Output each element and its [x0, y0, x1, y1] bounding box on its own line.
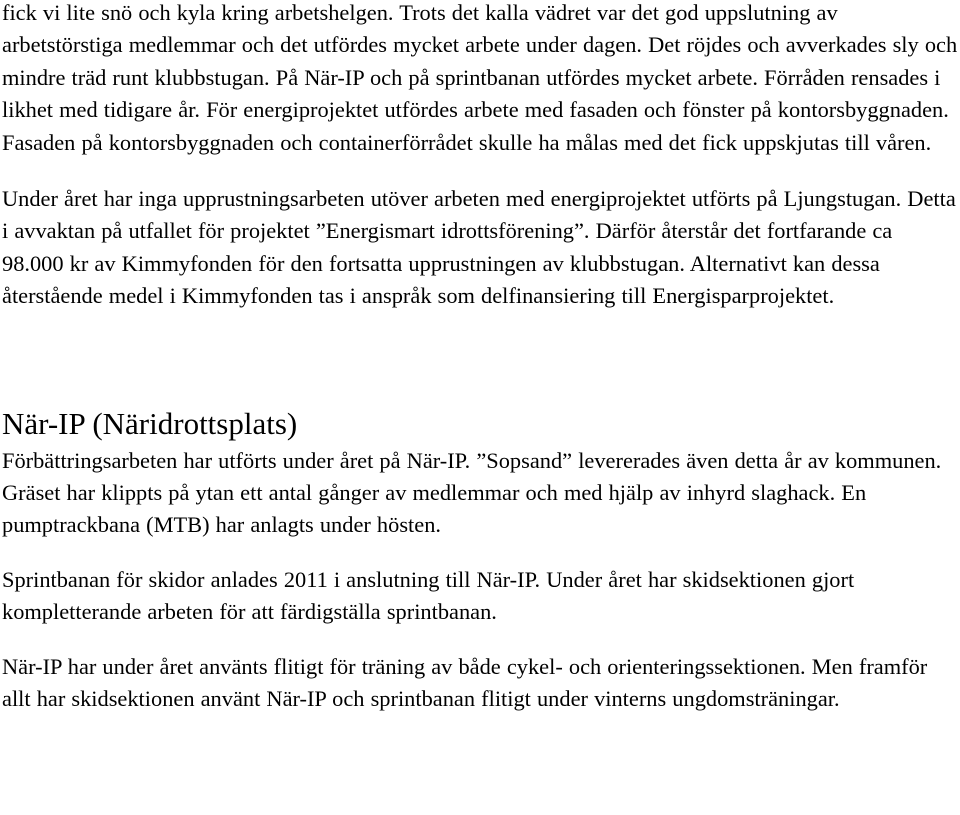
- document-page: [2, 0, 958, 716]
- paragraph-work-weekend: fick vi lite snö och kyla kring arbetshelgen. Trots det kalla vädret var det god uppslutning av arbetstörstiga medlemmar och det utfördes mycket arbete under dagen. Det röjdes och avverkades sly och mindre träd runt klubbstugan. På När-IP och på sprintbanan utfördes mycket arbete. Förråden rensades i likhet med tidigare år. För energiprojektet utfördes arbete med fasaden och fönster på kontorsbyggnaden. Fasaden på kontorsbyggnaden och containerförrådet skulle ha målas med det fick uppskjutas till våren.: [2, 0, 958, 155]
- paragraph-sprint-track: Sprintbanan för skidor anlades 2011 i anslutning till När-IP. Under året har skidsektionen gjort kompletterande arbeten för att färdigställa sprintbanan.: [2, 566, 855, 625]
- section-heading-nar-ip: När-IP (Näridrottsplats): [2, 405, 298, 441]
- paragraph-ljungstugan: Under året har inga upprustningsarbeten utöver arbeten med energiprojektet utförts på Ljungstugan. Detta i avvaktan på utfallet för projektet ”Energismart idrottsförening”. Därför återstår det fortfarande ca 98.000 kr av Kimmyfonden för den fortsatta upprustningen av klubbstugan. Alternativt kan dessa återstående medel i Kimmyfonden tas i anspråk som delfinansiering till Energisparprojektet.: [2, 186, 956, 309]
- paragraph-usage: När-IP har under året använts flitigt för träning av både cykel- och orienteringssektionen. Men framför allt har skidsektionen använt När-IP och sprintbanan flitigt under vinterns ungdomsträningar.: [2, 653, 928, 712]
- paragraph-improvements: Förbättringsarbeten har utförts under året på När-IP. ”Sopsand” levererades även detta år av kommunen. Gräset har klippts på ytan ett antal gånger av medlemmar och med hjälp av inhyrd slaghack. En pumptrackbana (MTB) har anlagts under hösten.: [2, 447, 942, 538]
